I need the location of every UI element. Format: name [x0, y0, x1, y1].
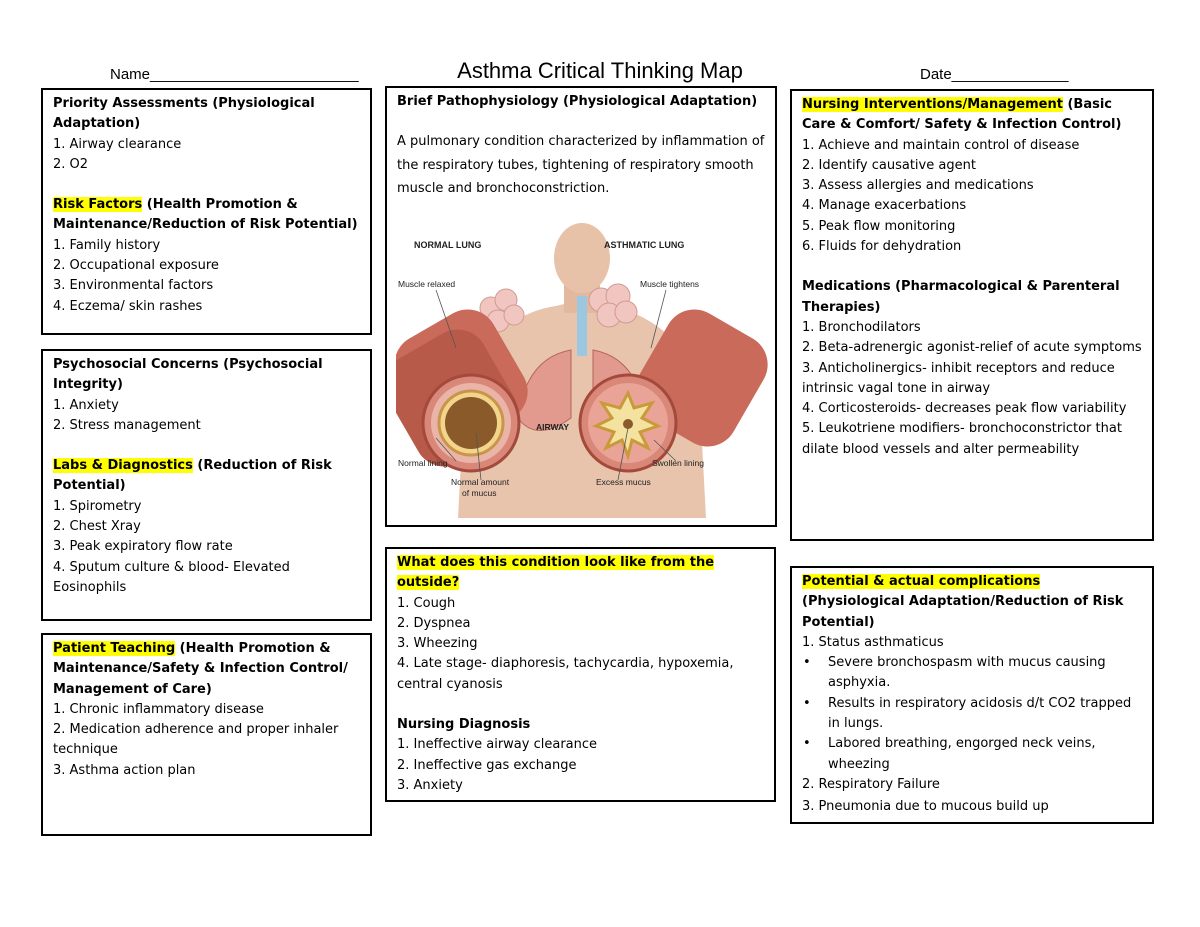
list-item: 2. Occupational exposure: [53, 258, 219, 274]
complications-bullet-list: [802, 653, 1142, 775]
list-item: 3. Wheezing: [397, 636, 478, 652]
list-item: 1. Airway clearance: [53, 136, 182, 152]
normal-mucus-label-1: Normal amount: [451, 477, 510, 487]
list-item: 1. Ineffective airway clearance: [397, 737, 598, 753]
list-item: 6. Fluids for dehydration: [802, 239, 962, 255]
muscle-tightens-label: Muscle tightens: [640, 279, 700, 289]
medications-heading: Medications (Pharmacological & Parenteral Therapies): [802, 279, 1120, 315]
list-item: 1. Status asthmaticus: [802, 634, 944, 650]
list-item: 4. Manage exacerbations: [802, 198, 967, 214]
list-item: 1. Bronchodilators: [802, 319, 921, 335]
list-item: 2. Stress management: [53, 417, 201, 433]
list-item: 3. Asthma action plan: [53, 762, 196, 778]
list-item: 3. Peak expiratory flow rate: [53, 539, 233, 555]
risk-factors-heading: Risk Factors (Health Promotion & Maintenance/Reduction of Risk Potential): [53, 197, 358, 233]
swollen-lining-label: Swollen lining: [652, 458, 704, 468]
outside-look-box: [385, 547, 776, 802]
asthmatic-lung-label: ASTHMATIC LUNG: [604, 240, 685, 250]
list-item: 4. Corticosteroids- decreases peak flow variability: [802, 401, 1127, 417]
list-item: 3. Anxiety: [397, 777, 463, 793]
list-item: 1. Anxiety: [53, 397, 119, 413]
bullet-item: • Results in respiratory acidosis d/t CO2 trapped in lungs.: [828, 694, 1142, 735]
complications-heading: Potential & actual complications (Physiological Adaptation/Reduction of Risk Potential): [802, 574, 1124, 630]
nursing-diagnosis-heading: Nursing Diagnosis: [397, 717, 531, 733]
pathophysiology-body: A pulmonary condition characterized by inflammation of the respiratory tubes, tightening of respiratory smooth muscle and bronchoconstriction.: [397, 134, 765, 197]
bullet-item: • Severe bronchospasm with mucus causing asphyxia.: [828, 653, 1142, 694]
list-item: 2. Respiratory Failure: [802, 776, 940, 792]
airway-label: AIRWAY: [536, 422, 570, 432]
outside-look-heading: What does this condition look like from the outside?: [397, 555, 715, 591]
list-item: 1. Spirometry: [53, 498, 142, 514]
priority-assessments-heading: Priority Assessments (Physiological Adaptation): [53, 96, 315, 132]
interventions-box: [790, 89, 1154, 541]
list-item: 2. Dyspnea: [397, 615, 471, 631]
normal-lining-label: Normal lining: [398, 458, 448, 468]
list-item: 4. Eczema/ skin rashes: [53, 298, 203, 314]
normal-mucus-label-2: of mucus: [462, 488, 497, 498]
bullet-item: • Labored breathing, engorged neck veins, wheezing: [828, 734, 1142, 775]
list-item: 3. Anticholinergics- inhibit receptors and reduce intrinsic vagal tone in airway: [802, 360, 1115, 396]
muscle-relaxed-label: Muscle relaxed: [398, 279, 456, 289]
patient-teaching-heading: Patient Teaching (Health Promotion & Maintenance/Safety & Infection Control/ Management of Care): [53, 641, 348, 697]
interventions-heading: Nursing Interventions/Management (Basic Care & Comfort/ Safety & Infection Control): [802, 97, 1122, 133]
patient-teaching-box: [41, 633, 372, 836]
list-item: 2. Beta-adrenergic agonist-relief of acute symptoms: [802, 340, 1142, 356]
name-field[interactable]: Name_________________________: [110, 66, 359, 83]
list-item: 1. Family history: [53, 237, 161, 253]
page-title: Asthma Critical Thinking Map: [457, 58, 743, 83]
list-item: 2. Ineffective gas exchange: [397, 757, 577, 773]
list-item: 5. Peak flow monitoring: [802, 218, 956, 234]
normal-lung-label: NORMAL LUNG: [414, 240, 482, 250]
psychosocial-box: [41, 349, 372, 621]
list-item: 2. Identify causative agent: [802, 157, 976, 173]
date-field[interactable]: Date______________: [920, 66, 1069, 83]
labs-heading: Labs & Diagnostics (Reduction of Risk Potential): [53, 458, 332, 494]
psychosocial-heading: Psychosocial Concerns (Psychosocial Integrity): [53, 357, 323, 393]
list-item: 3. Pneumonia due to mucous build up: [802, 799, 1049, 815]
excess-mucus-label: Excess mucus: [596, 477, 651, 487]
complications-box: [790, 566, 1154, 824]
list-item: 1. Chronic inflammatory disease: [53, 701, 264, 717]
priority-assessments-box: [41, 88, 372, 335]
list-item: 2. O2: [53, 156, 89, 172]
list-item: 4. Sputum culture & blood- Elevated Eosinophils: [53, 559, 290, 595]
list-item: 3. Environmental factors: [53, 278, 214, 294]
list-item: 4. Late stage- diaphoresis, tachycardia, hypoxemia, central cyanosis: [397, 656, 734, 692]
list-item: 3. Assess allergies and medications: [802, 178, 1034, 194]
list-item: 1. Achieve and maintain control of disease: [802, 137, 1080, 153]
pathophysiology-heading: Brief Pathophysiology (Physiological Adaptation): [397, 94, 758, 109]
asthma-airway-illustration: [396, 218, 768, 518]
list-item: 2. Medication adherence and proper inhaler technique: [53, 722, 339, 758]
list-item: 2. Chest Xray: [53, 519, 141, 535]
list-item: 1. Cough: [397, 595, 456, 611]
list-item: 5. Leukotriene modifiers- bronchoconstrictor that dilate blood vessels and alter permeability: [802, 421, 1122, 457]
